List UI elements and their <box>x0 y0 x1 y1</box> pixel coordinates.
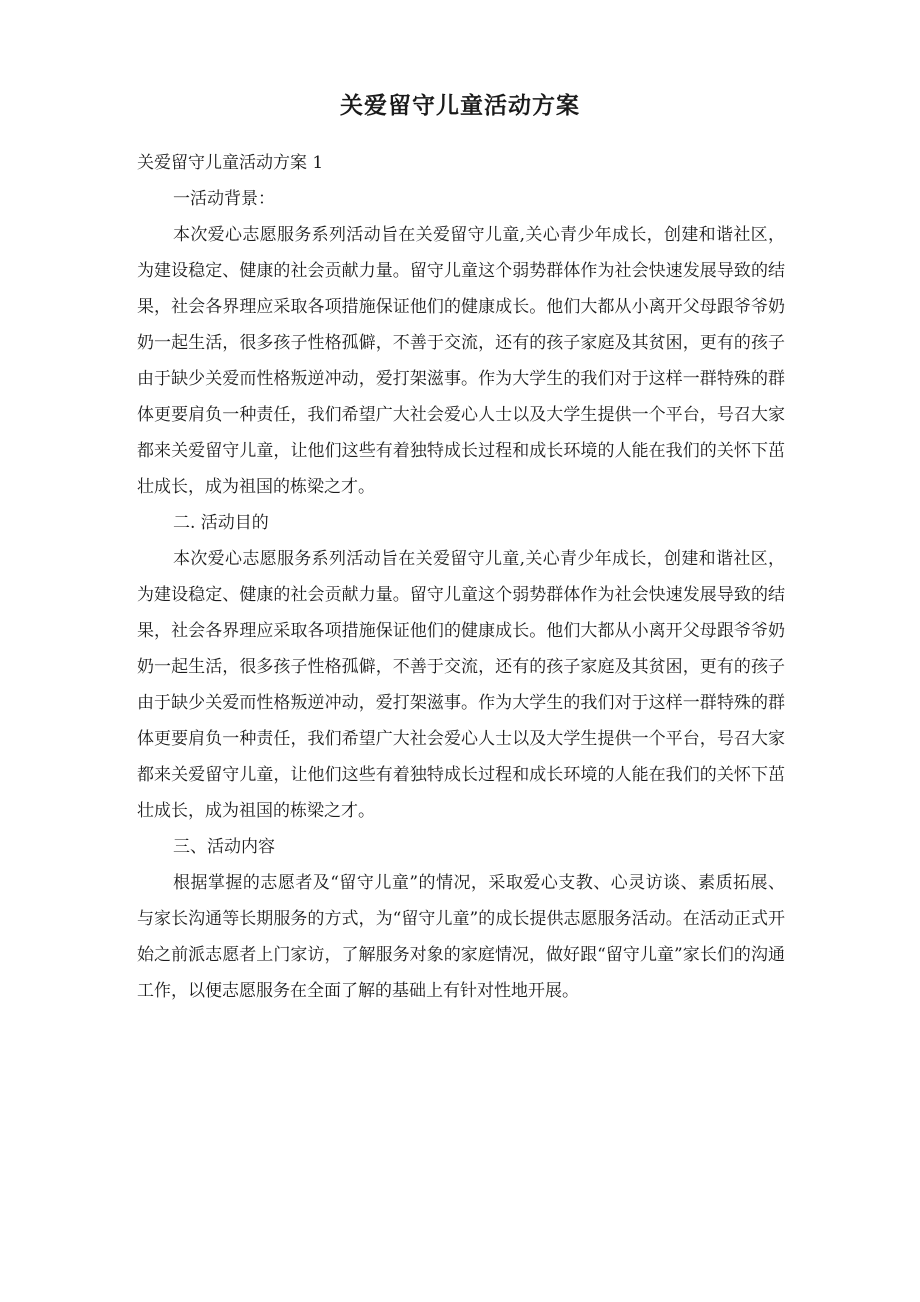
section-body-content: 根据掌握的志愿者及“留守儿童”的情况，采取爱心支教、心灵访谈、素质拓展、与家长沟通等长期服务的方式，为“留守儿童”的成长提供志愿服务活动。在活动正式开始之前派志愿者上门家访，了解服务对象的家庭情况，做好跟“留守儿童”家长们的沟通工作，以便志愿服务在全面了解的基础上有针对性地开展。 <box>137 873 785 1001</box>
document-title: 关爱留守儿童活动方案 <box>340 93 580 119</box>
section-body-purpose: 本次爱心志愿服务系列活动旨在关爱留守儿童,关心青少年成长，创建和谐社区，为建设稳定、健康的社会贡献力量。留守儿童这个弱势群体作为社会快速发展导致的结果，社会各界理应采取各项措施保证他们的健康成长。他们大都从小离开父母跟爷爷奶奶一起生活，很多孩子性格孤僻，不善于交流，还有的孩子家庭及其贫困，更有的孩子由于缺少关爱而性格叛逆冲动，爱打架滋事。作为大学生的我们对于这样一群特殊的群体更要肩负一种责任，我们希望广大社会爱心人士以及大学生提供一个平台，号召大家都来关爱留守儿童，让他们这些有着独特成长过程和成长环境的人能在我们的关怀下茁壮成长，成为祖国的栋梁之才。 <box>137 549 785 821</box>
document-subtitle: 关爱留守儿童活动方案 1 <box>137 153 324 173</box>
section-heading-background: 一活动背景： <box>173 189 275 209</box>
section-heading-content: 三、活动内容 <box>173 837 275 857</box>
section-body-background: 本次爱心志愿服务系列活动旨在关爱留守儿童,关心青少年成长，创建和谐社区，为建设稳定、健康的社会贡献力量。留守儿童这个弱势群体作为社会快速发展导致的结果，社会各界理应采取各项措施保证他们的健康成长。他们大都从小离开父母跟爷爷奶奶一起生活，很多孩子性格孤僻，不善于交流，还有的孩子家庭及其贫困，更有的孩子由于缺少关爱而性格叛逆冲动，爱打架滋事。作为大学生的我们对于这样一群特殊的群体更要肩负一种责任，我们希望广大社会爱心人士以及大学生提供一个平台，号召大家都来关爱留守儿童，让他们这些有着独特成长过程和成长环境的人能在我们的关怀下茁壮成长，成为祖国的栋梁之才。 <box>137 225 785 497</box>
document-body <box>137 145 785 1009</box>
section-heading-purpose: 二. 活动目的 <box>173 513 269 533</box>
